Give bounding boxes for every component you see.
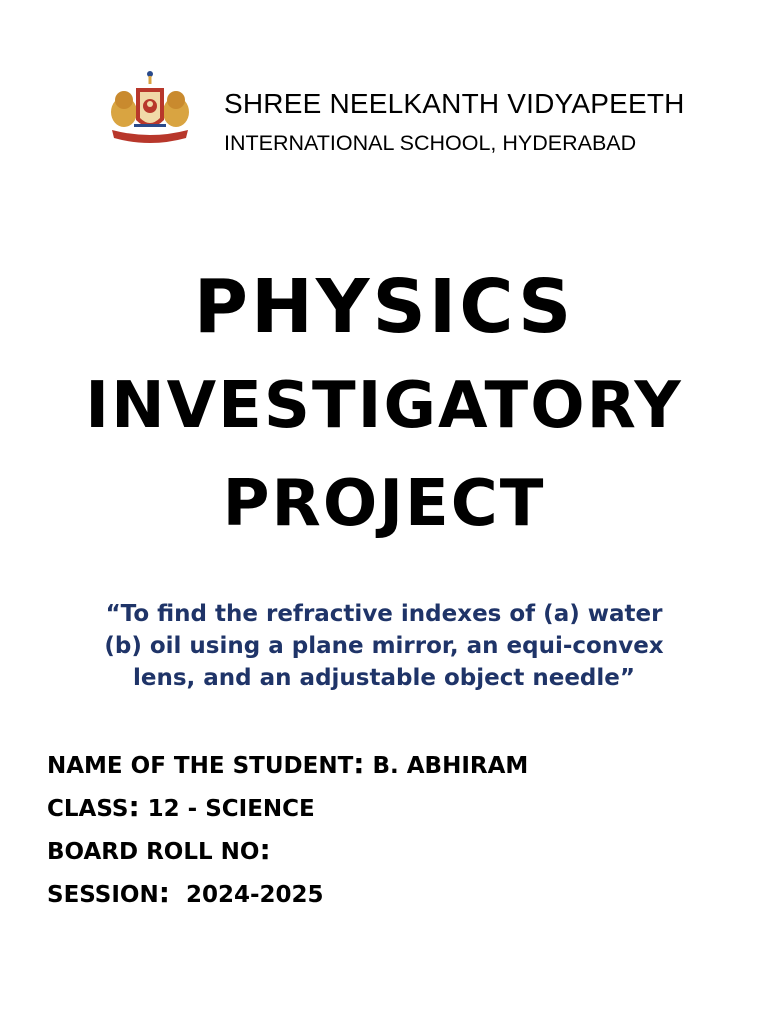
session-row [47, 877, 528, 920]
separator: : [259, 833, 271, 866]
student-details [47, 748, 528, 920]
title-line-1: PHYSICS [193, 264, 575, 350]
aim-line-2: (b) oil using a plane mirror, an equi-convex [104, 633, 664, 659]
aim-line-3: lens, and an adjustable object needle” [133, 665, 635, 691]
session-value: 2024-2025 [169, 882, 324, 908]
student-name-label: NAME OF THE STUDENT [47, 753, 354, 779]
separator: : [128, 790, 140, 823]
school-crest-icon [100, 66, 200, 166]
title-line-2: INVESTIGATORY [85, 369, 683, 443]
roll-row [47, 834, 528, 877]
class-value: 12 - SCIENCE [139, 796, 315, 822]
separator: : [158, 876, 170, 909]
project-aim [40, 598, 728, 694]
school-name: SHREE NEELKANTH VIDYAPEETH [224, 88, 685, 119]
title-line-3: PROJECT [222, 467, 546, 541]
class-row [47, 791, 528, 834]
student-name-value: B. ABHIRAM [364, 753, 529, 779]
separator: : [353, 747, 365, 780]
class-label: CLASS [47, 796, 129, 822]
session-label: SESSION [47, 882, 159, 908]
roll-label: BOARD ROLL NO [47, 839, 260, 865]
aim-line-1: “To find the refractive indexes of (a) water [105, 601, 663, 627]
student-name-row [47, 748, 528, 791]
school-location: INTERNATIONAL SCHOOL, HYDERABAD [224, 131, 637, 155]
